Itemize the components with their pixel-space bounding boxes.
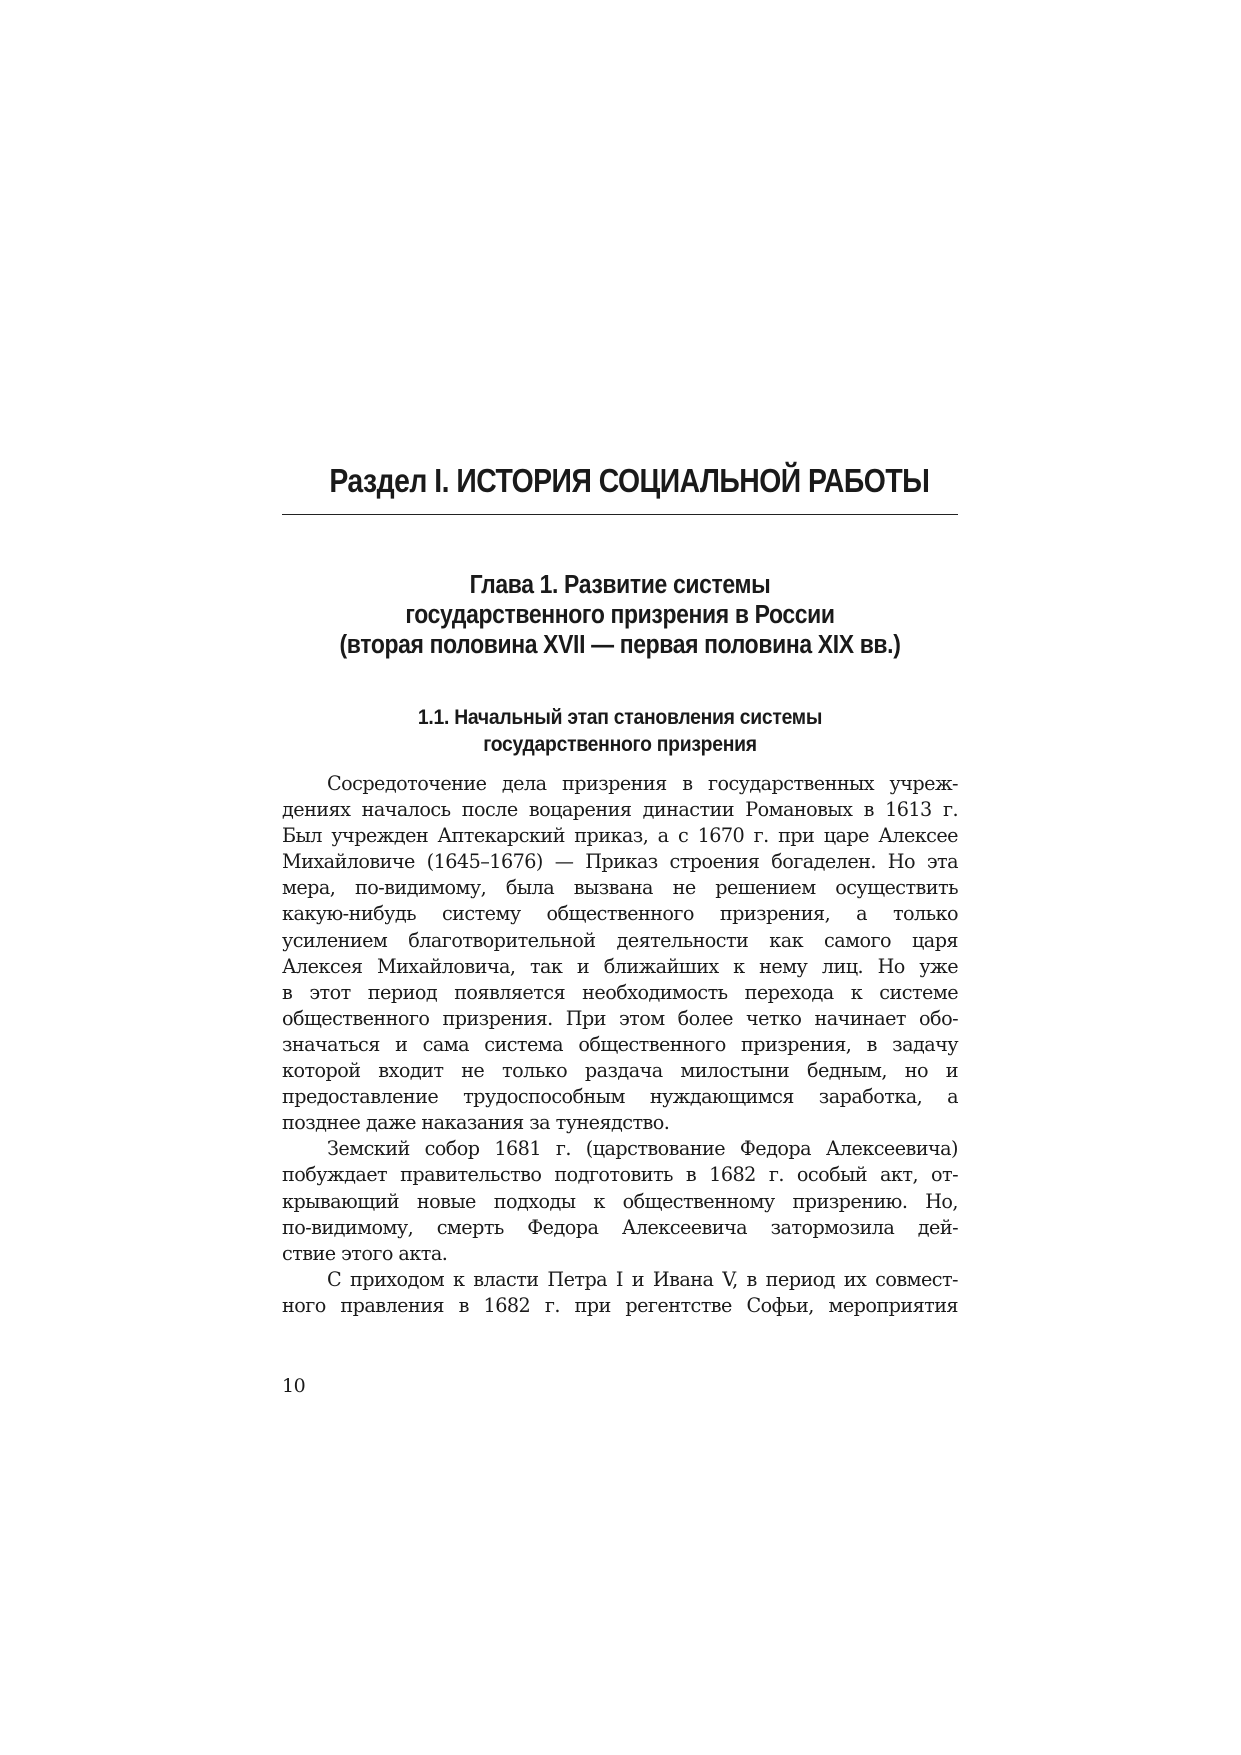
paragraph-3-line: ного правления в 1682 г. при регентстве Софьи, мероприятия xyxy=(282,1293,958,1317)
body-text xyxy=(282,771,958,1319)
paragraph-3-line: С приходом к власти Петра I и Ивана V, в период их совмест- xyxy=(327,1267,958,1291)
section-divider xyxy=(282,514,958,515)
paragraph-1-line: дениях началось после воцарения династии Романовых в 1613 г. xyxy=(282,798,958,822)
chapter-title xyxy=(282,570,958,660)
paragraph-1-line: Алексея Михайловича, так и ближайших к нему лиц. Но уже xyxy=(282,954,958,978)
section-title: Раздел I. ИСТОРИЯ СОЦИАЛЬНОЙ РАБОТЫ xyxy=(329,462,930,499)
paragraph-1-line: позднее даже наказания за тунеядство. xyxy=(282,1111,670,1135)
page-number: 10 xyxy=(282,1375,306,1397)
chapter-title-line: (вторая половина XVII — первая половина XIX вв.) xyxy=(339,631,901,659)
subsection-title-line: 1.1. Начальный этап становления системы xyxy=(417,705,823,729)
paragraph-1-line: усилением благотворительной деятельности как самого царя xyxy=(282,928,958,952)
chapter-title-line: Глава 1. Развитие системы xyxy=(469,571,771,599)
paragraph-1-line: общественного призрения. При этом более четко начинает обо- xyxy=(282,1006,958,1030)
paragraph-1-line: какую-нибудь систему общественного призрения, а только xyxy=(282,902,958,926)
paragraph-1-line: Михайловиче (1645–1676) — Приказ строения богаделен. Но эта xyxy=(282,850,958,874)
paragraph-1-line: Сосредоточение дела призрения в государственных учреж- xyxy=(327,772,958,795)
subsection-title-line: государственного призрения xyxy=(483,732,757,756)
paragraph-1-line: предоставление трудоспособным нуждающимся заработка, а xyxy=(282,1085,958,1109)
paragraph-2-line: Земский собор 1681 г. (царствование Федора Алексеевича) xyxy=(327,1137,958,1161)
paragraph-1-line: Был учрежден Аптекарский приказ, а с 1670 г. при царе Алексее xyxy=(282,824,958,848)
paragraph-2-line: крывающий новые подходы к общественному призрению. Но, xyxy=(282,1189,958,1213)
paragraph-1-line: в этот период появляется необходимость перехода к системе xyxy=(282,980,958,1004)
chapter-title-line: государственного призрения в России xyxy=(405,601,835,629)
paragraph-1-line: мера, по-видимому, была вызвана не решением осуществить xyxy=(282,876,958,900)
paragraph-1-line: которой входит не только раздача милостыни бедным, но и xyxy=(282,1059,958,1083)
paragraph-2-line: ствие этого акта. xyxy=(282,1241,448,1265)
paragraph-2-line: по-видимому, смерть Федора Алексеевича затормозила дей- xyxy=(282,1215,958,1239)
subsection-title xyxy=(282,704,958,758)
paragraph-2-line: побуждает правительство подготовить в 1682 г. особый акт, от- xyxy=(282,1163,958,1187)
paragraph-1-line: значаться и сама система общественного призрения, в задачу xyxy=(282,1032,958,1056)
